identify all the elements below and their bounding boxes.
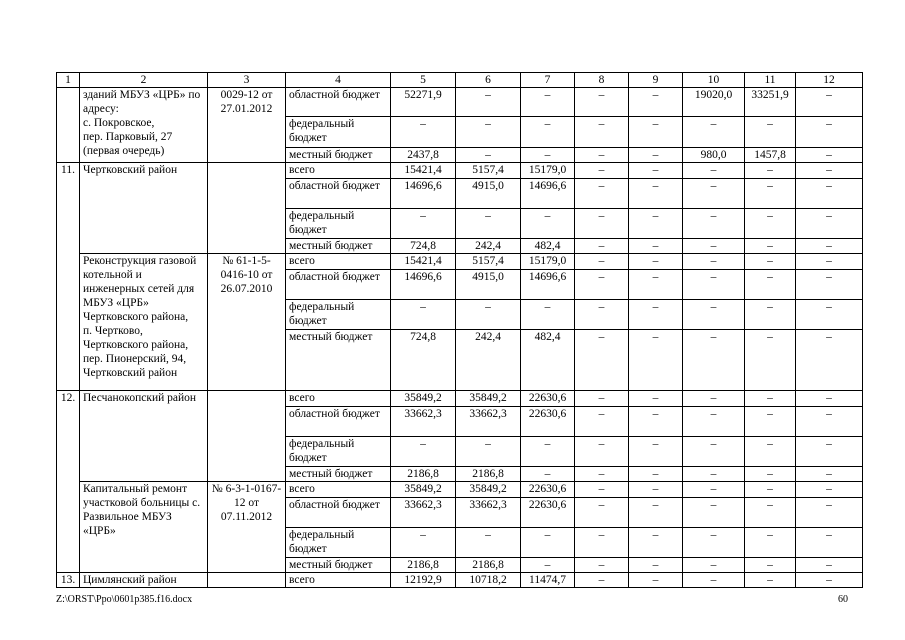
item-number: 11. (57, 163, 80, 254)
amount-cell: 242,4 (456, 239, 521, 254)
amount-cell: 22630,6 (521, 482, 575, 498)
funding-source: областной бюджет (286, 407, 391, 437)
amount-cell: – (629, 498, 683, 528)
funding-source: местный бюджет (286, 558, 391, 573)
amount-cell: – (456, 148, 521, 163)
amount-cell: – (683, 573, 745, 588)
amount-cell: – (745, 558, 796, 573)
amount-cell: – (683, 498, 745, 528)
amount-cell: – (796, 117, 863, 148)
amount-cell: 22630,6 (521, 391, 575, 407)
amount-cell: – (575, 270, 629, 300)
table-row (57, 391, 863, 407)
object-name: зданий МБУЗ «ЦРБ» по адресу: с. Покровское, пер. Парковый, 27 (первая очередь) (80, 88, 208, 163)
amount-cell: – (575, 498, 629, 528)
footer-page-number: 60 (838, 594, 848, 605)
amount-cell: – (629, 300, 683, 330)
amount-cell: 12192,9 (391, 573, 456, 588)
amount-cell: – (683, 179, 745, 209)
header-cell: 8 (575, 73, 629, 88)
table-row (57, 254, 863, 270)
amount-cell: – (796, 467, 863, 482)
amount-cell: – (683, 482, 745, 498)
amount-cell: – (575, 528, 629, 558)
expertise-document: № 61-1-5-0416-10 от 26.07.2010 (208, 254, 286, 391)
amount-cell: – (796, 558, 863, 573)
amount-cell: 980,0 (683, 148, 745, 163)
amount-cell: – (629, 270, 683, 300)
amount-cell: 242,4 (456, 330, 521, 391)
header-cell: 4 (286, 73, 391, 88)
amount-cell: – (575, 330, 629, 391)
amount-cell: 22630,6 (521, 498, 575, 528)
amount-cell: – (629, 391, 683, 407)
object-name: Цимлянский район (80, 573, 208, 588)
expertise-document: 0029-12 от 27.01.2012 (208, 88, 286, 163)
amount-cell: – (796, 148, 863, 163)
funding-source: местный бюджет (286, 467, 391, 482)
funding-source: областной бюджет (286, 88, 391, 117)
amount-cell: – (391, 437, 456, 467)
amount-cell: – (575, 300, 629, 330)
amount-cell: – (745, 179, 796, 209)
amount-cell: 14696,6 (391, 270, 456, 300)
footer-file-path: Z:\ORST\Ppo\0601p385.f16.docx (56, 594, 193, 605)
amount-cell: – (745, 573, 796, 588)
amount-cell: – (575, 391, 629, 407)
amount-cell: – (456, 528, 521, 558)
amount-cell: – (456, 209, 521, 239)
amount-cell: 482,4 (521, 330, 575, 391)
amount-cell: – (575, 88, 629, 117)
amount-cell: – (745, 163, 796, 179)
header-cell: 12 (796, 73, 863, 88)
amount-cell: – (683, 467, 745, 482)
amount-cell: – (683, 300, 745, 330)
expertise-document (208, 391, 286, 482)
amount-cell: – (391, 209, 456, 239)
amount-cell: 14696,6 (521, 179, 575, 209)
amount-cell: 15179,0 (521, 163, 575, 179)
amount-cell: – (796, 407, 863, 437)
amount-cell: – (629, 528, 683, 558)
amount-cell: – (456, 117, 521, 148)
table-row (57, 88, 863, 117)
amount-cell: 1457,8 (745, 148, 796, 163)
amount-cell: 482,4 (521, 239, 575, 254)
amount-cell: 14696,6 (391, 179, 456, 209)
amount-cell: – (521, 528, 575, 558)
item-number: 13. (57, 573, 80, 588)
amount-cell: – (629, 117, 683, 148)
funding-source: всего (286, 482, 391, 498)
item-number (57, 254, 80, 391)
amount-cell: – (796, 88, 863, 117)
funding-source: всего (286, 254, 391, 270)
funding-source: местный бюджет (286, 239, 391, 254)
amount-cell: – (456, 88, 521, 117)
amount-cell: – (796, 270, 863, 300)
header-cell: 5 (391, 73, 456, 88)
amount-cell: 33251,9 (745, 88, 796, 117)
funding-source: местный бюджет (286, 148, 391, 163)
header-cell: 9 (629, 73, 683, 88)
amount-cell: – (629, 573, 683, 588)
expertise-document (208, 163, 286, 254)
amount-cell: – (521, 300, 575, 330)
amount-cell: – (745, 254, 796, 270)
amount-cell: – (683, 239, 745, 254)
funding-source: всего (286, 163, 391, 179)
amount-cell: 35849,2 (391, 391, 456, 407)
object-name: Чертковский район (80, 163, 208, 254)
amount-cell: – (745, 209, 796, 239)
amount-cell: – (575, 254, 629, 270)
funding-source: всего (286, 391, 391, 407)
amount-cell: – (745, 437, 796, 467)
amount-cell: – (521, 88, 575, 117)
funding-source: всего (286, 573, 391, 588)
funding-source: федеральный бюджет (286, 528, 391, 558)
amount-cell: – (575, 148, 629, 163)
amount-cell: – (796, 254, 863, 270)
expertise-document (208, 573, 286, 588)
amount-cell: – (796, 528, 863, 558)
header-cell: 1 (57, 73, 80, 88)
funding-source: федеральный бюджет (286, 300, 391, 330)
object-name: Капитальный ремонт участковой больницы с. Развильное МБУЗ «ЦРБ» (80, 482, 208, 573)
table-row (57, 482, 863, 498)
amount-cell: – (745, 482, 796, 498)
funding-source: областной бюджет (286, 179, 391, 209)
amount-cell: 14696,6 (521, 270, 575, 300)
amount-cell: – (796, 179, 863, 209)
amount-cell: – (629, 209, 683, 239)
amount-cell: – (521, 437, 575, 467)
amount-cell: 35849,2 (391, 482, 456, 498)
amount-cell: – (683, 558, 745, 573)
amount-cell: – (575, 239, 629, 254)
amount-cell: – (796, 482, 863, 498)
amount-cell: – (629, 482, 683, 498)
amount-cell: – (575, 467, 629, 482)
amount-cell: – (629, 467, 683, 482)
amount-cell: – (796, 437, 863, 467)
amount-cell: – (683, 163, 745, 179)
amount-cell: – (629, 330, 683, 391)
amount-cell: 35849,2 (456, 482, 521, 498)
amount-cell: – (575, 117, 629, 148)
amount-cell: 2186,8 (391, 467, 456, 482)
amount-cell: – (629, 163, 683, 179)
header-cell: 7 (521, 73, 575, 88)
amount-cell: – (575, 558, 629, 573)
amount-cell: – (745, 239, 796, 254)
amount-cell: – (683, 528, 745, 558)
amount-cell: – (629, 88, 683, 117)
amount-cell: – (575, 437, 629, 467)
amount-cell: – (683, 270, 745, 300)
amount-cell: 2186,8 (456, 558, 521, 573)
funding-source: федеральный бюджет (286, 437, 391, 467)
amount-cell: 10718,2 (456, 573, 521, 588)
amount-cell: – (745, 330, 796, 391)
amount-cell: – (391, 300, 456, 330)
header-cell: 2 (80, 73, 208, 88)
amount-cell: – (683, 209, 745, 239)
budget-table (56, 72, 863, 588)
funding-source: федеральный бюджет (286, 209, 391, 239)
amount-cell: – (629, 148, 683, 163)
amount-cell: – (391, 528, 456, 558)
amount-cell: 4915,0 (456, 270, 521, 300)
amount-cell: – (796, 163, 863, 179)
header-cell: 11 (745, 73, 796, 88)
amount-cell: – (796, 391, 863, 407)
amount-cell: – (521, 148, 575, 163)
amount-cell: 2437,8 (391, 148, 456, 163)
amount-cell: – (796, 573, 863, 588)
funding-source: местный бюджет (286, 330, 391, 391)
amount-cell: 52271,9 (391, 88, 456, 117)
amount-cell: – (575, 573, 629, 588)
amount-cell: – (521, 209, 575, 239)
amount-cell: 35849,2 (456, 391, 521, 407)
amount-cell: – (521, 558, 575, 573)
amount-cell: – (629, 179, 683, 209)
funding-source: областной бюджет (286, 498, 391, 528)
amount-cell: 33662,3 (391, 407, 456, 437)
amount-cell: 724,8 (391, 239, 456, 254)
amount-cell: – (796, 300, 863, 330)
header-cell: 10 (683, 73, 745, 88)
amount-cell: – (796, 498, 863, 528)
amount-cell: – (575, 482, 629, 498)
amount-cell: – (683, 117, 745, 148)
amount-cell: 4915,0 (456, 179, 521, 209)
amount-cell: – (745, 117, 796, 148)
amount-cell: 15421,4 (391, 163, 456, 179)
amount-cell: – (629, 239, 683, 254)
header-cell: 6 (456, 73, 521, 88)
amount-cell: – (745, 407, 796, 437)
amount-cell: 22630,6 (521, 407, 575, 437)
table-row (57, 163, 863, 179)
amount-cell: – (683, 391, 745, 407)
amount-cell: – (629, 254, 683, 270)
amount-cell: – (796, 330, 863, 391)
amount-cell: – (796, 209, 863, 239)
amount-cell: 5157,4 (456, 163, 521, 179)
amount-cell: – (745, 391, 796, 407)
amount-cell: – (575, 407, 629, 437)
amount-cell: – (575, 209, 629, 239)
amount-cell: 33662,3 (456, 498, 521, 528)
amount-cell: – (745, 300, 796, 330)
header-cell: 3 (208, 73, 286, 88)
amount-cell: – (745, 270, 796, 300)
amount-cell: 11474,7 (521, 573, 575, 588)
amount-cell: – (521, 467, 575, 482)
amount-cell: – (629, 437, 683, 467)
amount-cell: – (391, 117, 456, 148)
amount-cell: 19020,0 (683, 88, 745, 117)
amount-cell: – (575, 163, 629, 179)
object-name: Реконструкция газовой котельной и инженерных сетей для МБУЗ «ЦРБ» Чертковского района, п. Чертково, Чертковского района, пер. Пионерский, 94, Чертковский район (80, 254, 208, 391)
item-number: 12. (57, 391, 80, 482)
amount-cell: – (745, 498, 796, 528)
amount-cell: – (456, 300, 521, 330)
amount-cell: – (683, 437, 745, 467)
amount-cell: – (745, 528, 796, 558)
amount-cell: – (683, 330, 745, 391)
amount-cell: 2186,8 (391, 558, 456, 573)
funding-source: областной бюджет (286, 270, 391, 300)
amount-cell: – (745, 467, 796, 482)
expertise-document: № 6-3-1-0167-12 от 07.11.2012 (208, 482, 286, 573)
amount-cell: – (796, 239, 863, 254)
item-number (57, 482, 80, 573)
amount-cell: – (683, 407, 745, 437)
amount-cell: – (575, 179, 629, 209)
object-name: Песчанокопский район (80, 391, 208, 482)
funding-source: федеральный бюджет (286, 117, 391, 148)
amount-cell: 2186,8 (456, 467, 521, 482)
amount-cell: 33662,3 (456, 407, 521, 437)
amount-cell: 724,8 (391, 330, 456, 391)
amount-cell: – (683, 254, 745, 270)
amount-cell: 15421,4 (391, 254, 456, 270)
amount-cell: 33662,3 (391, 498, 456, 528)
amount-cell: – (456, 437, 521, 467)
amount-cell: 15179,0 (521, 254, 575, 270)
amount-cell: – (521, 117, 575, 148)
header-row (57, 73, 863, 88)
amount-cell: – (629, 407, 683, 437)
table-row (57, 573, 863, 588)
amount-cell: – (629, 558, 683, 573)
item-number (57, 88, 80, 163)
amount-cell: 5157,4 (456, 254, 521, 270)
